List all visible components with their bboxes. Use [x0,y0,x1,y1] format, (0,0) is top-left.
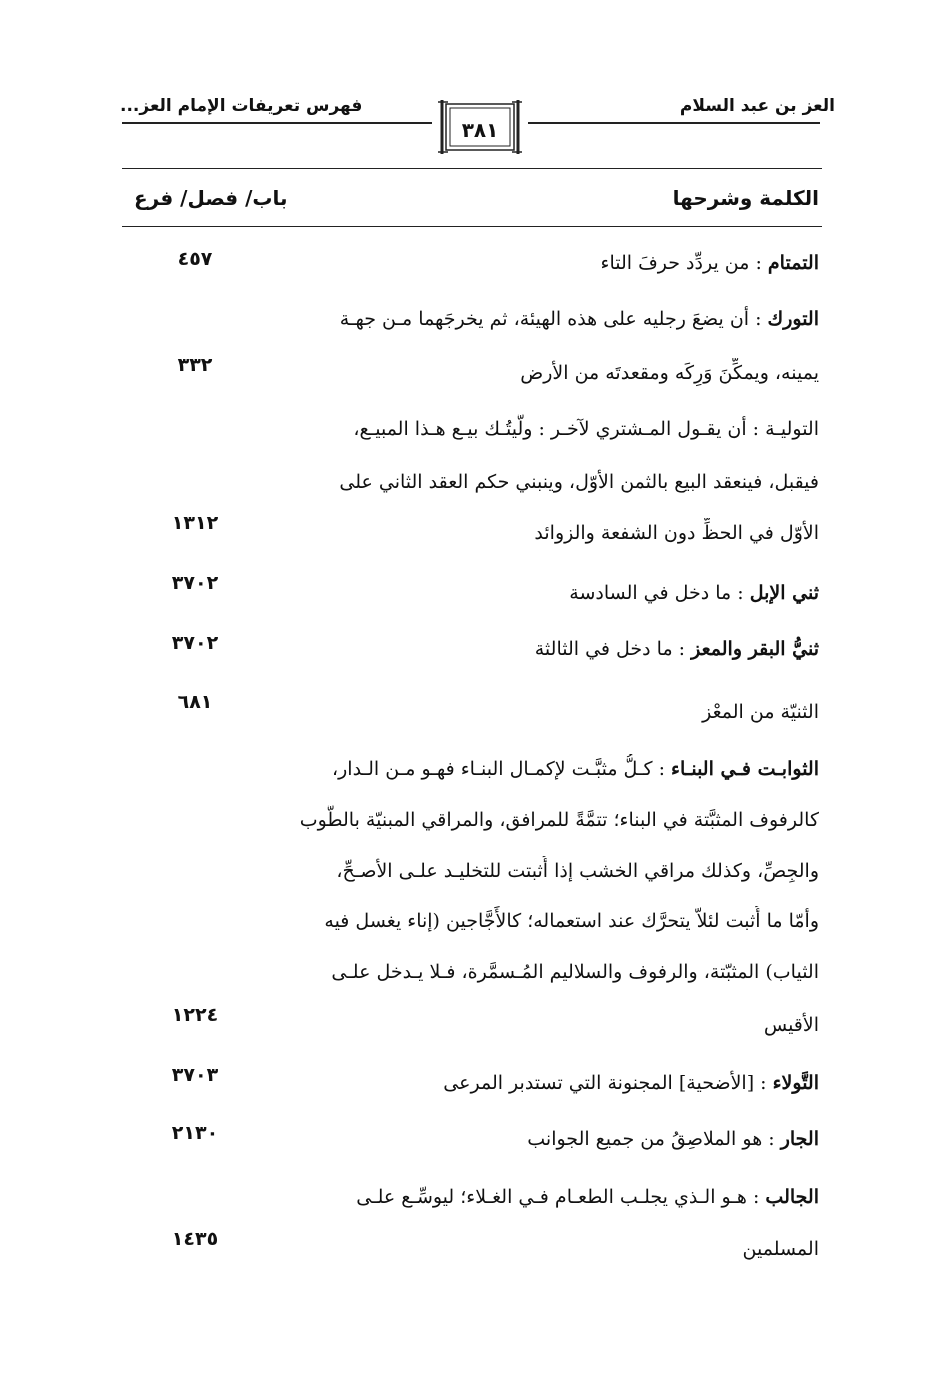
column-header-term: الكلمة وشرحها [672,186,819,210]
running-header-book-title: فهرس تعريفات الإمام العز... [120,96,363,116]
entry-line: وأمّا ما أُثبت لئلاّ يتحرَّك عند استعماله؛ كالأَجَّاجين (إناء يغسل فيه [324,910,819,932]
entry-line: الثوابـت فـي البنـاء : كـلُّ مثبَّـت لإكمـال البنـاء فهـو مـن الـدار، [331,758,819,780]
entry-term: الثوابـت فـي البنـاء [671,758,819,780]
column-header-rule [122,226,822,227]
entry-line: التَّولاء : [الأضحية] المجنونة التي تستدبر المرعى [443,1072,819,1094]
entry-term: ثني الإبل [749,582,819,604]
entry-reference: ٣٧٠٣ [171,1064,219,1086]
entry-line: الجالب : هـو الـذي يجلـب الطعـام فـي الغـلاء؛ ليوسِّـع علـى [356,1186,819,1208]
entry-reference: ٦٨١ [177,691,213,713]
entry-line: الأوّل في الحظِّ دون الشفعة والزوائد [534,522,819,544]
entry-reference: ١٣١٢ [171,512,219,534]
entry-line: الأقيس [763,1014,819,1036]
entry-reference: ٣٧٠٢ [171,572,219,594]
entry-reference: ١٢٢٤ [171,1004,219,1026]
entry-term: ثنيُّ البقر والمعز [691,638,819,660]
entry-line: الثياب) المثبّتة، والرفوف والسلاليم المُـسمَّرة، فـلا يـدخل علـى [331,961,819,983]
entry-line: التمتام : من يردِّد حرفَ التاء [600,252,819,274]
entry-reference: ٣٣٢ [177,354,213,376]
header-rule-left [122,122,432,124]
entry-reference: ٤٥٧ [177,248,213,270]
column-header-reference: باب/ فصل/ فرع [134,186,288,210]
entry-line: فيقبل، فينعقد البيع بالثمن الأوّل، وينبني حكم العقد الثاني على [339,471,819,493]
entry-reference: ١٤٣٥ [171,1228,219,1250]
entry-reference: ٣٧٠٢ [171,632,219,654]
header-bottom-rule [122,168,822,169]
page-number-frame [438,100,522,154]
entry-reference: ٢١٣٠ [171,1122,219,1144]
entry-line: والجِصِّ، وكذلك مراقي الخشب إذا أُثبتت للتخليـد علـى الأصـحِّ، [336,860,819,882]
entry-term: التمتام [767,252,819,274]
entry-term: التَّولاء [772,1072,819,1094]
entry-line: ثنيُّ البقر والمعز : ما دخل في الثالثة [534,638,819,660]
running-header-author: العز بن عبد السلام [679,96,835,116]
entry-line: التوليـة : أن يقـول المـشتري لآخـر : ولَّيتُـك بيـع هـذا المبيـع، [353,418,819,440]
entry-line: التورك : أن يضعَ رجليه على هذه الهيئة، ثم يخرجَهما مـن جهـة [339,308,819,330]
entry-line: ثني الإبل : ما دخل في السادسة [569,582,819,604]
entry-line: الجار : هو الملاصِقُ من جميع الجوانب [527,1128,819,1150]
entry-line: كالرفوف المثبَّتة في البناء؛ تتمَّةً للمرافق، والمراقي المبنيّة بالطُّوب [299,809,819,831]
header-rule-right [528,122,820,124]
entry-term: الجالب [765,1186,819,1208]
entry-line: يمينه، ويمكِّنَ وَرِكَه ومقعدتَه من الأرض [520,362,819,384]
entry-term: الجار [780,1128,819,1150]
page-number: ٣٨١ [461,118,499,142]
entry-line: المسلمين [742,1238,819,1260]
entry-line: الثنيّة من المعْز [702,701,819,723]
entry-term: التورك [767,308,819,330]
